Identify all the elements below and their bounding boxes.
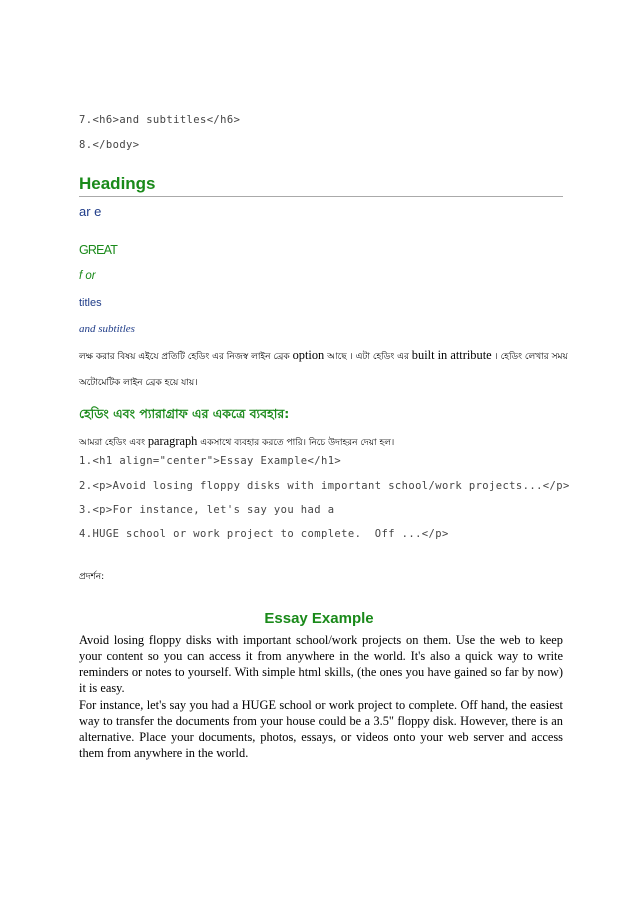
bengali-section-heading: হেডিং এবং প্যারাগ্রাফ এর একত্রে ব্যবহার: (79, 406, 290, 421)
intro-line (79, 432, 394, 450)
note-line-2: অটোমেটিক লাইন ব্রেক হয়ে যায়। (79, 378, 198, 388)
essay-paragraph-1: Avoid losing floppy disks with important school/work projects on them. Use the web to keep your content so you can access it from anywhere in the world. It's also a quick way to write reminders or notes to yourself. With simple html skills, (the ones you have gained so far by now) it is easy. (79, 633, 563, 695)
essay-paragraph-2: For instance, let's say you had a HUGE school or work project to complete. Off hand, the easiest way to transfer the documents from your house could be a 3.5" floppy disk. However, there is an alternative. Place your documents, photos, essays, or videos onto your web server and access them from anywhere in the world. (79, 698, 563, 760)
intro-text-a: আমরা হেডিং এবং (79, 438, 148, 448)
code-line-7: 7.<h6>and subtitles</h6> (79, 114, 241, 126)
code-line-4: 4.HUGE school or work project to complete. Off ...</p> (79, 528, 449, 540)
section-heading-headings: Headings (79, 174, 156, 193)
intro-text-paragraph: paragraph (147, 434, 198, 448)
display-label: প্রদর্শন: (79, 572, 105, 582)
essay-title: Essay Example (264, 610, 374, 627)
demo-and-subtitles: and subtitles (79, 323, 135, 335)
demo-are: ar e (79, 204, 102, 219)
demo-great: GREAT (79, 243, 118, 257)
note-text-e: । হেডিং লেখার সময় (491, 352, 568, 362)
note-text-option: option (292, 348, 325, 362)
code-line-2: 2.<p>Avoid losing floppy disks with important school/work projects...</p> (79, 480, 570, 492)
code-line-3: 3.<p>For instance, let's say you had a (79, 504, 335, 516)
note-text-built-in: built in attribute (411, 348, 492, 362)
note-text-c: আছে । এটা হেডিং এর (324, 352, 412, 362)
note-text-a: লক্ষ করার বিষয় এইযে প্রতিটি হেডিং এর নিজস্ব লাইন ব্রেক (79, 352, 293, 362)
code-line-8: 8.</body> (79, 139, 140, 151)
demo-titles: titles (79, 297, 102, 309)
code-line-1: 1.<h1 align="center">Essay Example</h1> (79, 455, 342, 467)
note-line-1 (79, 346, 579, 364)
intro-text-c: একসাথে ব্যবহার করতে পারি। নিচে উদাহরন দেয়া হল। (197, 438, 395, 448)
demo-for: f or (79, 270, 96, 282)
heading-rule (79, 196, 563, 197)
